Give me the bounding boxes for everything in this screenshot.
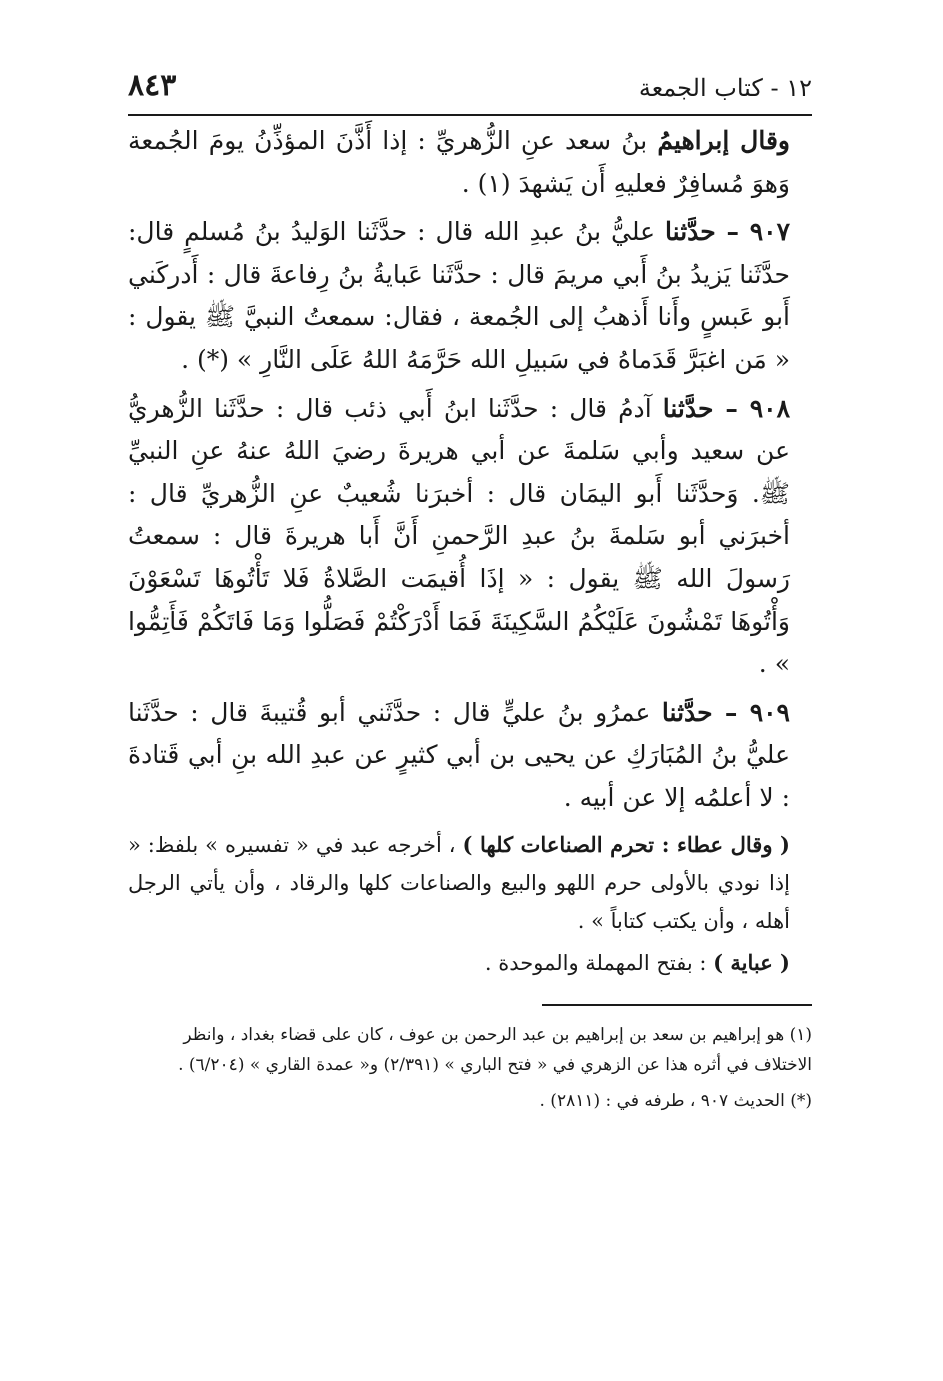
running-header (128, 64, 812, 116)
commentary-lead: ( وقال عطاء : تحرم الصناعات كلها ) (462, 831, 790, 857)
footnote-star: (*) الحديث ٩٠٧ ، طرفه في : (٢٨١١) . (539, 1090, 812, 1111)
commentary-abaya (128, 944, 812, 982)
commentary-lead: ( عباية ) (713, 949, 790, 975)
hadith-number-lead: ٩٠٧ – حدَّثنا (665, 217, 791, 247)
paragraph-lead: وقال إبراهيمُ (657, 126, 790, 155)
footnote-1: (١) هو إبراهيم بن سعد بن إبراهيم بن عبد الرحمن بن عوف ، كان على قضاء بغداد ، وانظر الاختلاف في أثره هذا عن الزهري في « فتح الباري » (٢/٣٩١) و« عمدة القاري » (٦/٢٠٤) . (178, 1024, 812, 1075)
commentary-text: : بفتح المهملة والموحدة . (484, 950, 714, 975)
hadith-number-lead: ٩٠٩ – حدَّثنا (661, 697, 790, 727)
hadith-text: عليُّ بنُ عبدِ الله قال : حدَّثَنا الوَليدُ بنُ مُسلمٍ قال: حدَّثَنا يَزيدُ بنُ أَبي مريمَ قال : حدَّثَنا عَبايةُ بنُ رِفاعةَ قال : أَدركَني أَبو عَبسٍ وأَنا أَذهبُ إلى الجُمعة ، فقال: سمعتُ النبيَّ ﷺ يقول : « مَن اغبَرَّ قَدَماهُ في سَبيلِ الله حَرَّمَهُ اللهُ عَلَى النَّارِ » (*) . (128, 217, 790, 374)
chapter-title: ١٢ - كتاب الجمعة (638, 74, 812, 102)
hadith-text: عمرُو بنُ عليٍّ قال : حدَّثَني أبو قُتيبةَ قال : حدَّثَنا عليُّ بنُ المُبَارَكِ عن يحيى بن أبي كثيرٍ عن عبدِ الله بنِ أبي قَتادةَ : لا أعلمُه إلا عن أبيه . (128, 697, 790, 812)
footnotes (128, 1020, 812, 1116)
main-text (128, 120, 812, 982)
hadith-number-lead: ٩٠٨ – حدَّثنا (662, 393, 791, 423)
book-page (128, 64, 812, 1354)
paragraph-text: بنُ سعد عنِ الزُّهريِّ : إذا أَذَّنَ المؤذِّنُ يومَ الجُمعة وَهوَ مُسافِرٌ فعليهِ أَن يَشهدَ (١) . (128, 126, 790, 198)
hadith-908 (128, 388, 812, 686)
hadith-text: آدمُ قال : حدَّثَنا ابنُ أَبي ذئب قال : حدَّثَنا الزُّهريُّ عن سعيد وأبي سَلمةَ عن أبي هريرةَ رضيَ اللهُ عنهُ عنِ النبيِّ ﷺ. وَحدَّثَنا أَبو اليمَان قال : أخبرَنا شُعيبٌ عنِ الزُّهريِّ قال : أخبرَني أبو سَلمةَ بنُ عبدِ الرَّحمنِ أَنَّ أَبا هريرةَ قال : سمعتُ رَسولَ الله ﷺ يقول : « إذَا أُقيمَت الصَّلاةُ فَلا تَأْتُوهَا تَسْعَوْنَ وَأْتُوهَا تَمْشُونَ عَلَيْكُمُ السَّكِينَةَ فَمَا أَدْرَكْتُمْ فَصَلُّوا وَمَا فَاتَكُمْ فَأَتِمُّوا » . (128, 393, 790, 679)
hadith-909 (128, 692, 812, 820)
paragraph-ibrahim-statement (128, 120, 812, 205)
page-number: ٨٤٣ (128, 68, 177, 103)
header-rule (128, 114, 812, 116)
commentary-text: ، أخرجه عبد في « تفسيره » بلفظ: « إذا نودي بالأولى حرم اللهو والبيع والصناعات كلها والرقاد ، وأن يأتي الرجل أهله ، وأن يكتب كتاباً » . (128, 832, 790, 933)
footnote-rule (542, 1004, 812, 1006)
commentary-ata (128, 826, 812, 940)
hadith-907 (128, 211, 812, 381)
